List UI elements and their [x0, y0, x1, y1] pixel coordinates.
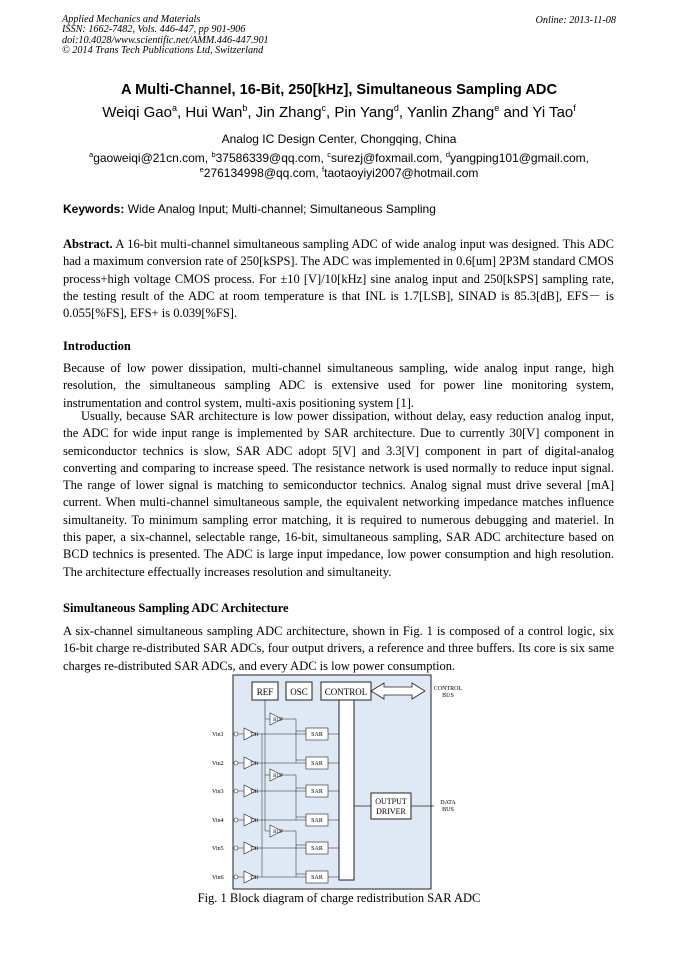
output-driver-label: OUTPUT [375, 797, 407, 806]
input-pin [234, 818, 238, 822]
input-pin [234, 875, 238, 879]
intro-paragraph-2: Usually, because SAR architecture is low power dissipation, without delay, easy reduction analog input, the ADC for wide input range is implemented by SAR architecture. Due to currently 30[V] component in semiconductor technics is slow, SAR ADC adopt 5[V] and 3.3[V] component in part of digital-analog converting and comparing to increase speed. The resistance network is used normally to reduce input signal. The range of lower signal is matching to semiconductor technics. Analog signal must drive several [mA] current. When multi-channel simultaneous sample, the equivalent networking impedance matches influence simultaneity. To minimum sampling error matching, it is required to numerous debugging and materiel. In this paper, a six-channel, selectable range, 16-bit, simultaneous sampling, SAR ADC architecture based on BCD technics is presented. The ADC is large input impedance, low power consumption and high resolution. The architecture effectually increases resolution and simultaneity. [63, 409, 614, 579]
author-name: Yi Tao [532, 104, 574, 121]
author-sep: and [499, 104, 533, 121]
input-pin [234, 846, 238, 850]
author-name: Jin Zhang [255, 104, 322, 121]
figure-caption: Fig. 1 Block diagram of charge redistribution SAR ADC [197, 891, 481, 905]
copyright-line: © 2014 Trans Tech Publications Ltd, Switzerland [62, 45, 264, 57]
author-sep: , [177, 104, 186, 121]
doi-line: doi:10.4028/www.scientific.net/AMM.446-447.901 [62, 34, 269, 46]
author-name: Hui Wan [185, 104, 243, 121]
sar-label: SAR [311, 761, 323, 767]
th-label: T/H [250, 876, 259, 881]
arch-heading: Simultaneous Sampling ADC Architecture [63, 601, 289, 615]
channel-input-label: Vin5 [212, 846, 224, 852]
arch-paragraph-1: A six-channel simultaneous sampling ADC architecture, shown in Fig. 1 is composed of a control logic, six 16-bit charge re-distributed SAR ADCs, four output drivers, a reference and three buffers. Its core is six same charges re-distributed SAR ADCs, and every ADC is low power consumption. [63, 624, 614, 673]
journal-header [62, 15, 269, 57]
email-a: gaoweiqi@21cn.com, [93, 151, 212, 165]
author-sep: , [247, 104, 256, 121]
abstract-text: A 16-bit multi-channel simultaneous sampling ADC of wide analog input was designed. This ADC had a maximum conversion rate of 250[kSPS]. The ADC was implemented in 0.6[um] 2P3M standard CMOS process+high voltage CMOS process. For ±10 [V]/10[kHz] sine analog input and 250[kSPS] sampling rate, the testing result of the ADC at room temperature is that INL is 1.7[LSB], SINAD is 85.3[dB], EFS－ is 0.055[%FS], EFS+ is 0.039[%FS]. [63, 237, 614, 321]
intro-heading: Introduction [63, 339, 131, 353]
abstract-label: Abstract. [63, 237, 113, 251]
th-label: T/H [250, 762, 259, 767]
data-bus-label: DATA [440, 800, 456, 806]
keywords [63, 202, 436, 216]
data-bus-label-2: BUS [442, 807, 454, 813]
buffer-label: BUF [273, 718, 283, 723]
author-name: Weiqi Gao [102, 104, 172, 121]
buffer-label: BUF [273, 830, 283, 835]
channel-input-label: Vin6 [212, 875, 224, 881]
sar-label: SAR [311, 732, 323, 738]
channel-input-label: Vin2 [212, 761, 224, 767]
paper-title: A Multi-Channel, 16-Bit, 250[kHz], Simultaneous Sampling ADC [121, 82, 557, 98]
email-e: 276134998@qq.com, [203, 166, 323, 180]
keywords-label: Keywords: [63, 202, 125, 216]
sar-label: SAR [311, 846, 323, 852]
author-sup: a [171, 103, 177, 113]
author-sup: b [242, 103, 248, 113]
buffer-label: BUF [273, 774, 283, 779]
ref-label: REF [256, 687, 274, 697]
author-sup: e [494, 103, 500, 113]
channel-input-label: Vin1 [212, 732, 224, 738]
sar-label: SAR [311, 818, 323, 824]
control-bus-label-2: BUS [442, 693, 454, 699]
email-c: surezj@foxmail.com, [330, 151, 446, 165]
email-line-1: $^a$gaoweiqi@21cn.com, $^b$37586339@qq.com, $^c$surezj@foxmail.com, $^d$yangping101@gmail.com, [89, 150, 589, 165]
th-label: T/H [250, 790, 259, 795]
author-sep: , [398, 104, 407, 121]
email-f: taotaoyiyi2007@hotmail.com [324, 166, 479, 180]
affiliation: Analog IC Design Center, Chongqing, China [221, 132, 457, 146]
sar-label: SAR [311, 875, 323, 881]
input-pin [234, 789, 238, 793]
intro-paragraph-1: Because of low power dissipation, multi-channel simultaneous sampling, wide analog input range, high resolution, the simultaneous sampling ADC is extensive used for power line monitoring system, instrumentation and control system, multi-axis positioning system [1]. [63, 361, 614, 410]
th-label: T/H [250, 847, 259, 852]
osc-label: OSC [290, 687, 308, 697]
channel-input-label: Vin3 [212, 789, 224, 795]
email-b: 37586339@qq.com, [215, 151, 328, 165]
keywords-text: Wide Analog Input; Multi-channel; Simultaneous Sampling [124, 202, 436, 216]
th-label: T/H [250, 819, 259, 824]
control-label: CONTROL [324, 687, 368, 697]
th-label: T/H [250, 733, 259, 738]
author-list [0, 104, 678, 121]
email-line-2: $^e$276134998@qq.com, $^f$taotaoyiyi2007@hotmail.com [199, 165, 479, 180]
author-sup: c [321, 103, 327, 113]
online-date: Online: 2013-11-08 [535, 15, 616, 26]
input-pin [234, 761, 238, 765]
author-sup: d [393, 103, 399, 113]
sar-label: SAR [311, 789, 323, 795]
chip-outline [233, 675, 431, 889]
author-sep: , [326, 104, 335, 121]
author-name: Yanlin Zhang [406, 104, 495, 121]
input-pin [234, 732, 238, 736]
block-diagram-figure [200, 673, 490, 891]
author-name: Pin Yang [334, 104, 394, 121]
output-driver-label-2: DRIVER [376, 807, 406, 816]
channel-input-label: Vin4 [212, 818, 224, 824]
issn-line: ISSN: 1662-7482, Vols. 446-447, pp 901-906 [62, 24, 246, 36]
control-bus-label: CONTROL [433, 686, 463, 692]
author-emails [62, 151, 616, 181]
abstract [63, 236, 614, 322]
internal-bus [339, 700, 354, 880]
email-d: yangping101@gmail.com, [450, 151, 589, 165]
author-sup: f [573, 103, 576, 113]
journal-name: Applied Mechanics and Materials [62, 14, 201, 25]
